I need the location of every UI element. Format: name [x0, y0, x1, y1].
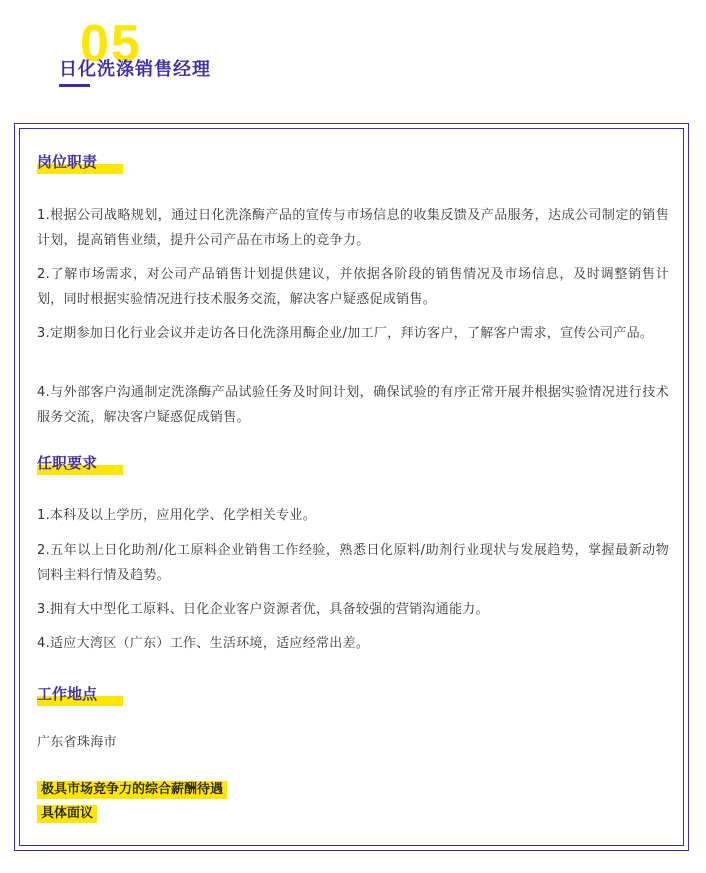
requirements-item-3: 3.拥有大中型化工原料、日化企业客户资源者优，具备较强的营销沟通能力。	[37, 602, 489, 617]
duties-item-1: 1.根据公司战略规划，通过日化洗涤酶产品的宣传与市场信息的收集反馈及产品服务，达成公司制定的销售计划，提高销售业绩，提升公司产品在市场上的竞争力。	[37, 208, 669, 248]
location-heading-text: 工作地点	[37, 685, 98, 703]
section-number: 05	[80, 15, 142, 73]
requirements-item-2: 2.五年以上日化助剂/化工原料企业销售工作经验，熟悉日化原料/助剂行业现状与发展趋势，掌握最新动物饲料主料行情及趋势。	[37, 543, 669, 583]
requirements-heading-text: 任职要求	[37, 454, 98, 472]
requirements-item-1: 1.本科及以上学历，应用化学、化学相关专业。	[37, 508, 317, 523]
duties-item-2: 2.了解市场需求，对公司产品销售计划提供建议，并依据各阶段的销售情况及市场信息，及时调整销售计划，同时根据实验情况进行技术服务交流，解决客户疑惑促成销售。	[37, 267, 669, 307]
job-title: 日化洗涤销售经理	[59, 59, 211, 80]
duties-item-4: 4.与外部客户沟通制定洗涤酶产品试验任务及时间计划，确保试验的有序正常开展并根据实验情况进行技术服务交流，解决客户疑惑促成销售。	[37, 385, 669, 425]
duties-item-3: 3.定期参加日化行业会议并走访各日化洗涤用酶企业/加工厂，拜访客户，了解客户需求，宣传公司产品。	[37, 326, 654, 341]
location-value: 广东省珠海市	[37, 735, 117, 750]
requirements-item-4: 4.适应大湾区（广东）工作、生活环境，适应经常出差。	[37, 636, 370, 651]
salary-line-2: 具体面议	[37, 805, 97, 823]
salary-line-1: 极具市场竞争力的综合薪酬待遇	[37, 781, 227, 799]
title-underline	[59, 84, 90, 87]
header	[0, 0, 706, 100]
duties-heading-text: 岗位职责	[37, 153, 98, 171]
